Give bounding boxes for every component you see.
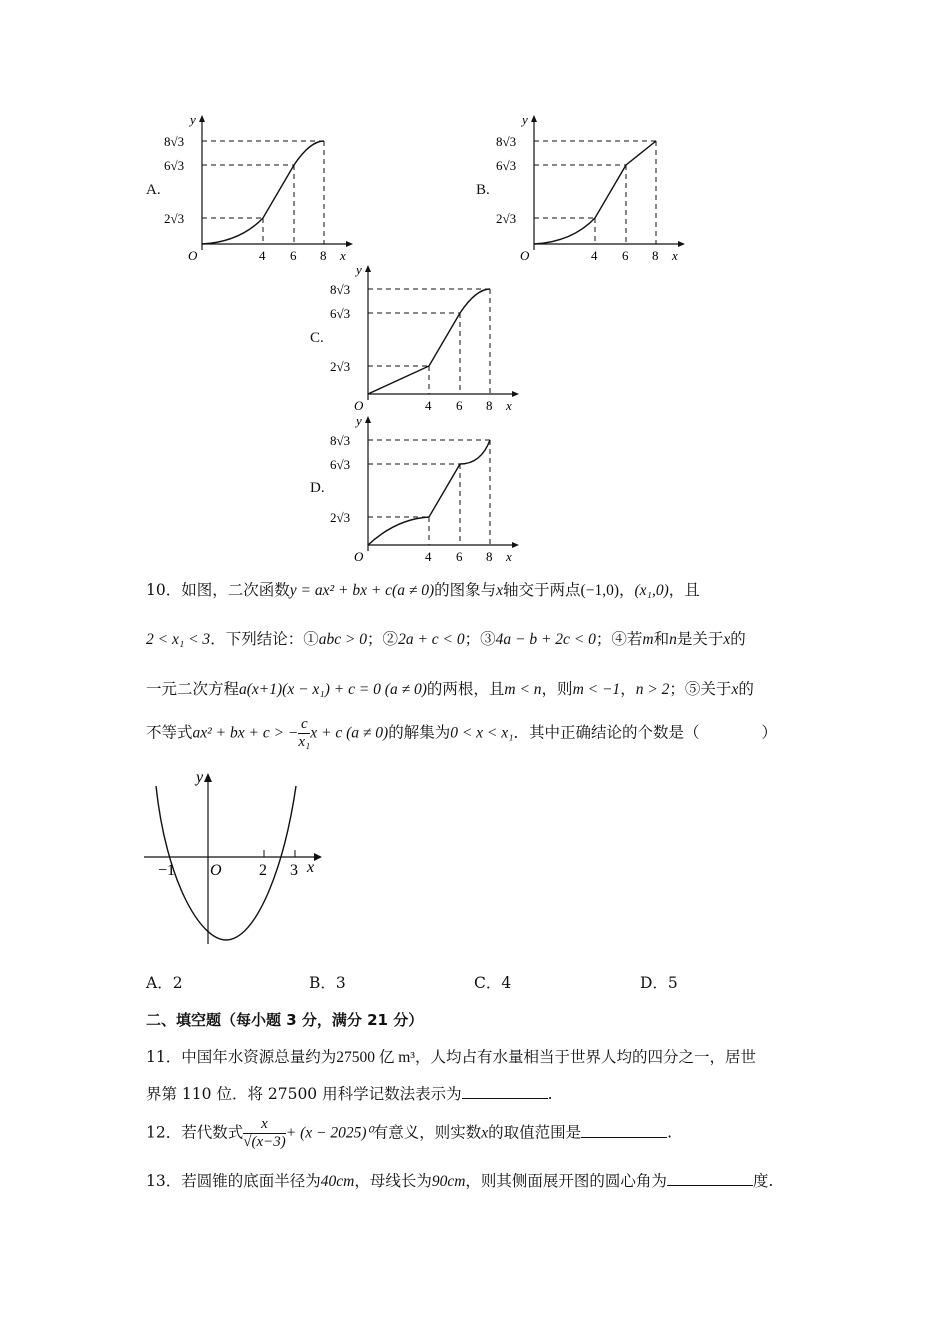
answer-blank[interactable]	[581, 1123, 667, 1138]
tick-4: 4	[591, 248, 598, 263]
graph-option-b	[492, 112, 692, 264]
y-label: y	[522, 112, 528, 127]
tick-6r3: 6√3	[330, 306, 351, 321]
x-arrow-icon	[512, 542, 519, 548]
tick-6r3: 6√3	[496, 158, 517, 173]
q11-line2: 界第 110 位．将 27500 用科学记数法表示为 .	[146, 1085, 553, 1103]
x-arrow-icon	[314, 853, 322, 861]
x-label: x	[672, 248, 678, 263]
tick-8r3: 8√3	[330, 282, 351, 297]
q13-line: 13．若圆锥的底面半径为40cm，母线长为90cm，则其侧面展开图的圆心角为 度.	[146, 1172, 774, 1190]
y-arrow-icon	[204, 773, 212, 782]
tick-4: 4	[259, 248, 266, 263]
origin-label: O	[354, 398, 364, 413]
choice-c[interactable]: C．4	[474, 974, 512, 992]
graph-option-d	[326, 413, 526, 565]
x-label: x	[506, 549, 512, 564]
tick-2r3: 2√3	[330, 359, 351, 374]
guide-lines	[202, 141, 324, 244]
y-label: y	[190, 112, 196, 127]
choice-b[interactable]: B．3	[309, 974, 346, 992]
y-label: y	[356, 413, 362, 428]
q11-line1: 11．中国年水资源总量约为27500 亿 m³，人均占有水量相当于世界人均的四分之一，居世	[146, 1048, 756, 1066]
tick-6: 6	[456, 549, 463, 564]
tick-3: 3	[290, 862, 298, 879]
tick-8: 8	[652, 248, 659, 263]
x-label: x	[340, 248, 346, 263]
x-arrow-icon	[512, 391, 519, 397]
choice-a[interactable]: A．2	[146, 974, 183, 992]
tick-2: 2	[259, 862, 267, 879]
x-label: x	[307, 859, 315, 876]
x-label: x	[506, 398, 512, 413]
option-label-c: C.	[310, 330, 324, 346]
q10-parabola-graph	[138, 768, 328, 948]
tick-4: 4	[425, 549, 432, 564]
y-arrow-icon	[365, 416, 371, 423]
tick-neg1: −1	[158, 862, 176, 879]
answer-blank[interactable]	[462, 1084, 548, 1099]
y-label: y	[196, 769, 204, 786]
tick-6r3: 6√3	[330, 457, 351, 472]
choice-d[interactable]: D．5	[640, 974, 678, 992]
option-label-a: A.	[146, 182, 161, 198]
option-label-b: B.	[476, 182, 490, 198]
tick-6: 6	[290, 248, 297, 263]
q10-line2: 2 < x₁ < 3．下列结论：①abc > 0；②2a + c < 0；③4a − b + 2c < 0；④若m和n是关于x的	[146, 630, 746, 648]
q12-line: 12．若代数式 $\frac{x}{√(x-3)}$ + (x − 2025)⁰有意义，则实数x的取值范围是 .	[146, 1116, 673, 1150]
tick-8r3: 8√3	[164, 134, 185, 149]
tick-8: 8	[320, 248, 327, 263]
option-label-d: D.	[310, 480, 325, 496]
tick-2r3: 2√3	[164, 211, 185, 226]
tick-8r3: 8√3	[330, 433, 351, 448]
tick-6: 6	[622, 248, 629, 263]
graph-option-a	[160, 112, 360, 264]
origin-label: O	[354, 549, 364, 564]
parabola	[156, 786, 296, 940]
origin-label: O	[210, 862, 222, 879]
q10-line4: 不等式ax² + bx + c > − $\frac{c}{\text{x₁}}$ x + c (a ≠ 0)的解集为0 < x < x₁．其中正确结论的个数是（ ）	[146, 716, 778, 750]
origin-label: O	[188, 248, 198, 263]
x-arrow-icon	[346, 241, 353, 247]
section-title: 二、填空题（每小题 3 分，满分 21 分）	[146, 1011, 424, 1029]
y-arrow-icon	[365, 265, 371, 272]
tick-2r3: 2√3	[330, 510, 351, 525]
y-label: y	[356, 262, 362, 277]
tick-8: 8	[486, 398, 493, 413]
fraction: $\frac{x}{√(x-3)}$	[243, 1116, 286, 1150]
q10-line3: 一元二次方程a(x+1)(x − x₁) + c = 0 (a ≠ 0)的两根，且m < n，则m < −1，n > 2；⑤关于x的	[146, 680, 754, 698]
tick-8: 8	[486, 549, 493, 564]
tick-6r3: 6√3	[164, 158, 185, 173]
tick-2r3: 2√3	[496, 211, 517, 226]
origin-label: O	[520, 248, 530, 263]
tick-6: 6	[456, 398, 463, 413]
y-arrow-icon	[199, 115, 205, 122]
tick-8r3: 8√3	[496, 134, 517, 149]
x-arrow-icon	[678, 241, 685, 247]
graph-option-c	[326, 262, 526, 414]
q10-line1: 10．如图，二次函数y = ax² + bx + c(a ≠ 0)的图象与x轴交于两点(−1,0)，(x₁,0)，且	[146, 581, 700, 599]
tick-4: 4	[425, 398, 432, 413]
answer-blank[interactable]	[667, 1171, 753, 1186]
fraction: $\frac{c}{\text{x₁}}$	[298, 716, 311, 750]
y-arrow-icon	[531, 115, 537, 122]
